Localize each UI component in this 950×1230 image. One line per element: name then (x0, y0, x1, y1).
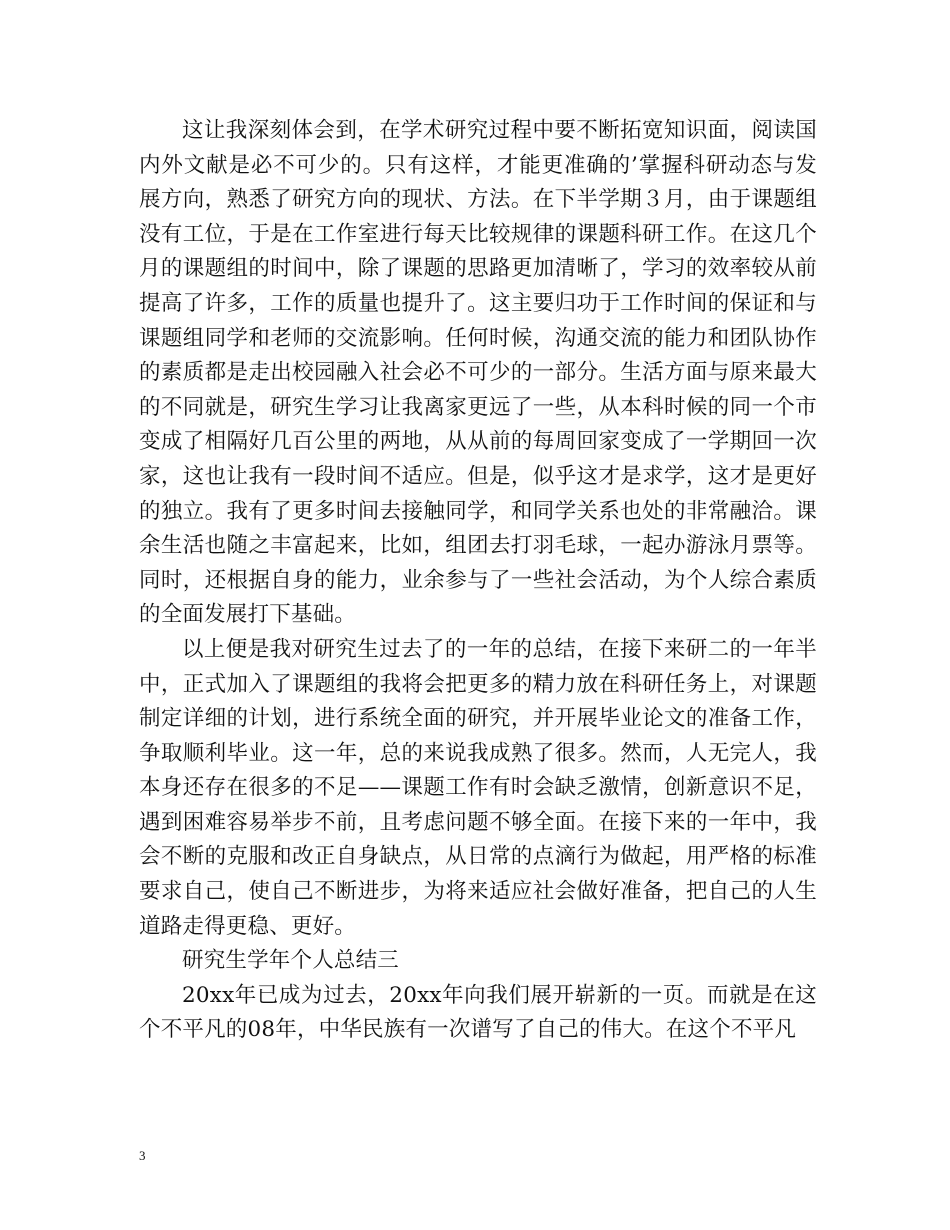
body-paragraph: 20xx年已成为过去，20xx年向我们展开崭新的一页。而就是在这个不平凡的08年，中华民族有一次谱写了自己的伟大。在这个不平凡 (139, 982, 817, 1043)
section-heading: 研究生学年个人总结三 (182, 948, 400, 974)
body-paragraph: 以上便是我对研究生过去了的一年的总结，在接下来研二的一年半中，正式加入了课题组的我将会把更多的精力放在科研任务上，对课题制定详细的计划，进行系统全面的研究，并开展毕业论文的准备工作，争取顺利毕业。这一年，总的来说我成熟了很多。然而，人无完人，我本身还存在很多的不足——课题工作有时会缺乏激情，创新意识不足，遇到困难容易举步不前，且考虑问题不够全面。在接下来的一年中，我会不断的克服和改正自身缺点，从日常的点滴行为做起，用严格的标准要求自己，使自己不断进步，为将来适应社会做好准备，把自己的人生道路走得更稳、更好。 (139, 636, 817, 939)
page-number: 3 (139, 1148, 146, 1163)
document-body (139, 114, 817, 1048)
body-paragraph: 这让我深刻体会到，在学术研究过程中要不断拓宽知识面，阅读国内外文献是必不可少的。只有这样，才能更准确的’掌握科研动态与发展方向，熟悉了研究方向的现状、方法。在下半学期３月，由于课题组没有工位，于是在工作室进行每天比较规律的课题科研工作。在这几个月的课题组的时间中，除了课题的思路更加清晰了，学习的效率较从前提高了许多，工作的质量也提升了。这主要归功于工作时间的保证和与课题组同学和老师的交流影响。任何时候，沟通交流的能力和团队协作的素质都是走出校园融入社会必不可少的一部分。生活方面与原来最大的不同就是，研究生学习让我离家更远了一些，从本科时候的同一个市变成了相隔好几百公里的两地，从从前的每周回家变成了一学期回一次家，这也让我有一段时间不适应。但是，似乎这才是求学，这才是更好的独立。我有了更多时间去接触同学，和同学关系也处的非常融洽。课余生活也随之丰富起来，比如，组团去打羽毛球，一起办游泳月票等。同时，还根据自身的能力，业余参与了一些社会活动，为个人综合素质的全面发展打下基础。 (139, 118, 817, 628)
